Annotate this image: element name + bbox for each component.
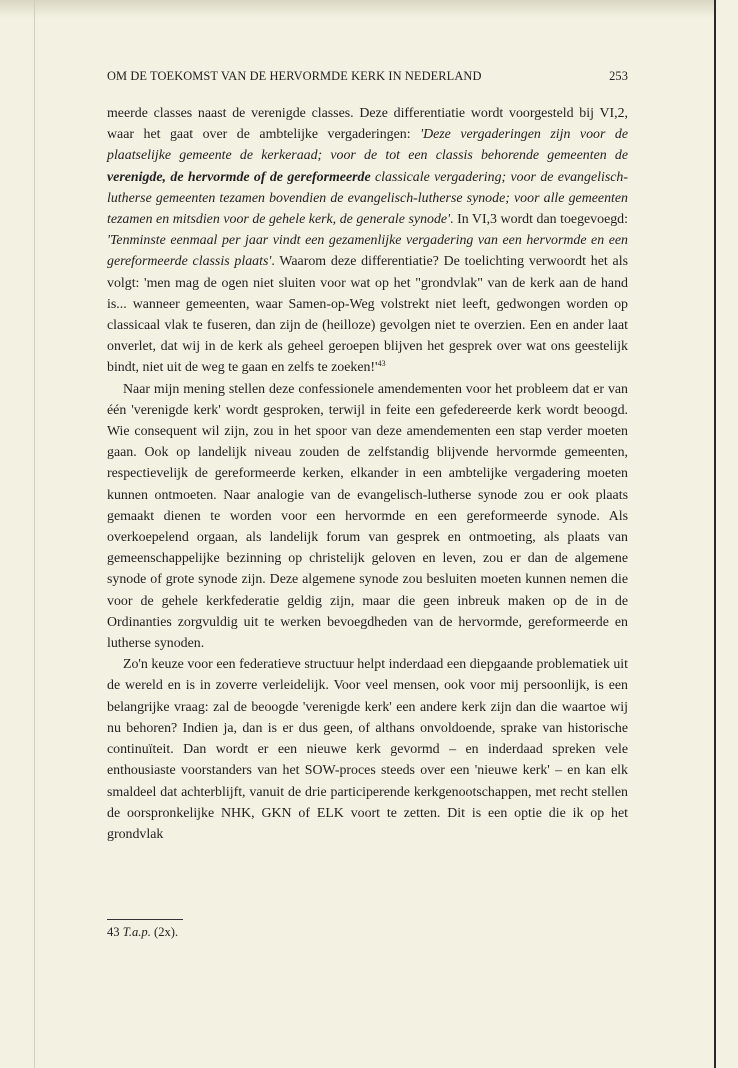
text-segment: . Waarom deze differentiatie? De toelichting verwoordt het als volgt: 'men mag de ogen niet sluiten voor wat op het "grondvlak" van de kerk aan de hand is... wanneer gemeenten, waar Samen-op-Weg volstrekt niet leeft, gedwongen worden op classicaal vlak te fuseren, dan zijn de (heilloze) gevolgen niet te overzien. Een en ander laat onverlet, dat wij in de kerk als geheel geroepen blijven het gesprek over wat ons geestelijk bindt, niet uit de weg te gaan en zelfs te zoeken!' [107, 254, 628, 376]
footnote-suffix: (2x). [150, 925, 179, 939]
text-segment: Naar mijn mening stellen deze confessionele amendementen voor het probleem dat er van één 'verenigde kerk' wordt gesproken, terwijl in feite een gefedereerde kerk wordt beoogd. Wie consequent wil zijn, zou in het spoor van deze amendementen een stap verder moeten gaan. Ook op landelijk niveau zouden de zelfstandig blijvende hervormde gemeenten, respectievelijk de gereformeerde kerken, elkander in een ambtelijke vergadering moeten kunnen ontmoeten. Naar analogie van de evangelisch-lutherse synode zou er ook plaats gemaakt dienen te worden voor een hervormde en een gereformeerde synode. Als overkoepelend orgaan, als landelijk forum van gesprek en ontmoeting, als plaats van gemeenschappelijke bezinning op christelijk geloven en leven, zou er dan de algemene synode of grote synode zijn. Deze algemene synode zou besluiten moeten kunnen nemen die voor de gehele kerkfederatie geldig zijn, maar die geen inbreuk maken op de in de Ordinanties zorgvuldig uit te werken bevoegdheden van de hervormde, gereformeerde en lutherse synoden. [107, 381, 628, 652]
page-number: 253 [609, 69, 628, 83]
paragraph [107, 654, 628, 845]
scan-left-edge [34, 0, 35, 1068]
paragraph [107, 103, 628, 379]
scan-right-edge [714, 0, 716, 1068]
running-header [107, 69, 628, 85]
footnote-rule [107, 919, 183, 920]
paragraph [107, 379, 628, 655]
text-segment: meerde classes naast de verenigde classes. Deze differentiatie wordt voorgesteld bij VI,2, waar het gaat over de ambtelijke vergaderingen: [107, 106, 628, 143]
text-segment: verenigde, de hervormde of de gereformeerde [107, 169, 371, 185]
footnote-ref: 43 [377, 359, 386, 369]
body-text [107, 103, 628, 845]
scan-top-shadow [0, 0, 714, 18]
text-segment: classicale vergadering; voor de evangelisch-lutherse gemeenten tezamen bovendien de evangelisch-lutherse synode; voor alle gemeenten tezamen en mitsdien voor de gehele kerk, de generale synode' [107, 169, 628, 228]
running-title: OM DE TOEKOMST VAN DE HERVORMDE KERK IN NEDERLAND [107, 69, 482, 83]
footnote-number: 43 [107, 925, 120, 939]
text-segment: Zo'n keuze voor een federatieve structuur helpt inderdaad een diepgaande problematiek uit de wereld en is in zoverre verleidelijk. Voor veel mensen, ook voor mij persoonlijk, is een belangrijke vraag: zal de beoogde 'verenigde kerk' een andere kerk zijn dan die waartoe wij nu behoren? Indien ja, dan is er dus geen, of althans onvoldoende, sprake van historische continuïteit. Dan wordt er een nieuwe kerk gevormd – en inderdaad spreken vele enthousiaste voorstanders van het SOW-proces steeds over een 'nieuwe kerk' – en kan elk smaldeel dat achterblijft, vanuit de drie participerende kerkgenootschappen, met recht stellen de oorspronkelijke NHK, GKN of ELK voort te zetten. Dit is een optie die ik op het grondvlak [107, 657, 628, 842]
text-segment: 'Deze vergaderingen zijn voor de plaatselijke gemeente de kerkeraad; voor de tot een classis behorende gemeenten de [107, 127, 628, 164]
footnote [107, 924, 628, 940]
text-segment: 'Tenminste eenmaal per jaar vindt een gezamenlijke vergadering van een hervormde en een gereformeerde classis plaats' [107, 233, 628, 270]
footnote-text: T.a.p. [122, 925, 151, 939]
text-segment: . In VI,3 wordt dan toegevoegd: [450, 212, 628, 228]
